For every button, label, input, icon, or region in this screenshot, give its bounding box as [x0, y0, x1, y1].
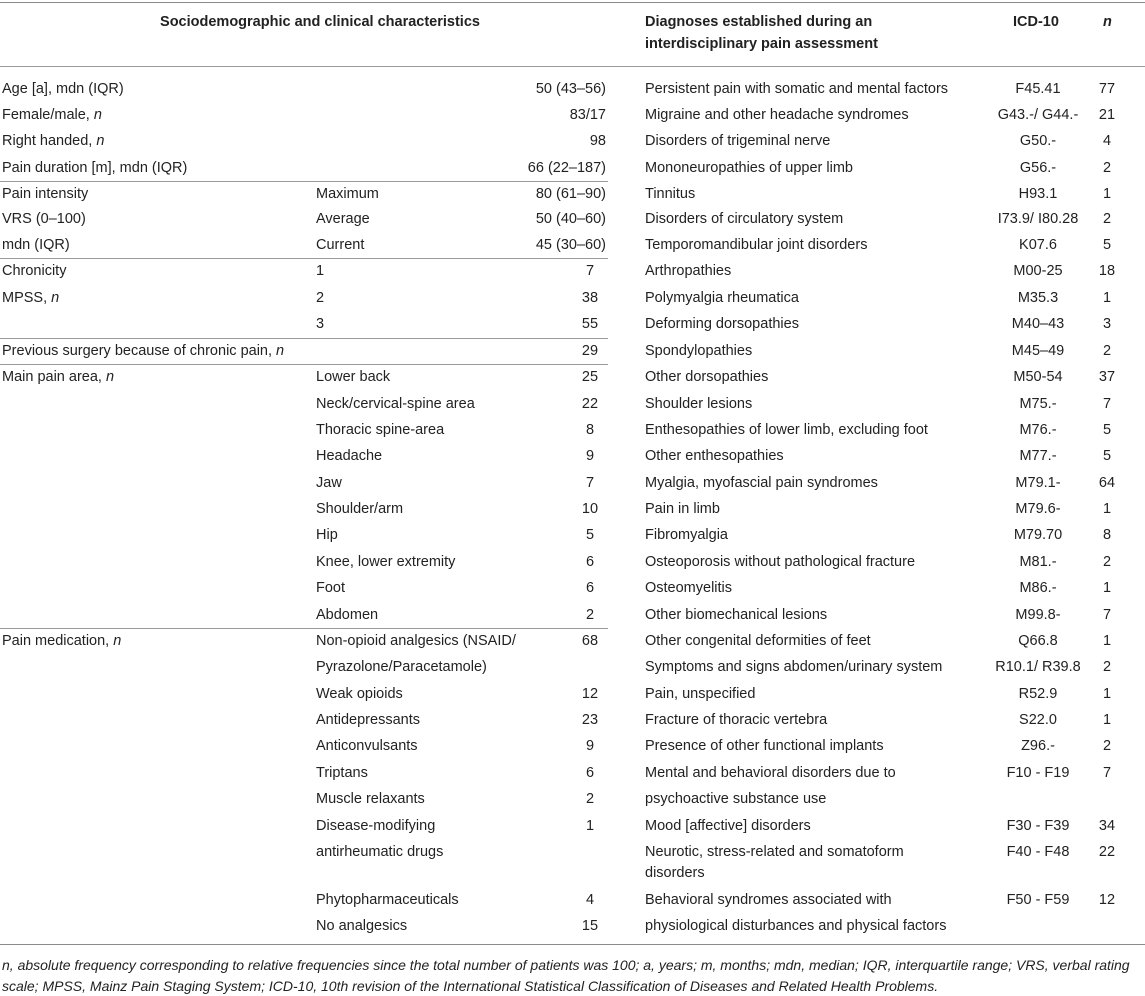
characteristic-label-text: mdn (IQR)	[2, 237, 70, 253]
diagnosis-name: Enthesopathies of lower limb, excluding foot	[645, 422, 928, 438]
diagnosis-icd-code: G43.-/ G44.-	[997, 107, 1079, 123]
diagnosis-count: 64	[1098, 475, 1116, 491]
diagnosis-icd-code: G50.-	[1019, 133, 1057, 149]
diagnosis-count: 7	[1102, 396, 1112, 412]
characteristic-value: 98	[589, 133, 606, 149]
characteristic-label-text: Previous surgery because of chronic pain,	[2, 343, 277, 359]
characteristic-value: 66 (22–187)	[527, 160, 606, 176]
characteristic-label-italic: n	[276, 343, 285, 359]
characteristic-value: 68	[581, 633, 599, 649]
characteristic-label-text: MPSS,	[2, 290, 52, 306]
characteristic-sublabel: No analgesics	[316, 918, 408, 934]
characteristic-value: 9	[585, 738, 595, 754]
characteristic-value: 2	[585, 607, 595, 623]
diagnosis-count: 5	[1102, 422, 1112, 438]
characteristic-sublabel: Muscle relaxants	[316, 791, 425, 807]
characteristic-value: 4	[585, 892, 595, 908]
diagnosis-icd-code: M79.1-	[1015, 475, 1061, 491]
section-separator	[0, 628, 608, 629]
diagnosis-name: Shoulder lesions	[645, 396, 753, 412]
characteristic-label	[2, 132, 104, 150]
characteristic-value: 2	[585, 791, 595, 807]
characteristic-value: 7	[585, 263, 595, 279]
characteristic-sublabel: Foot	[316, 580, 346, 596]
diagnosis-count: 7	[1102, 607, 1112, 623]
characteristic-value: 22	[581, 396, 599, 412]
diagnosis-icd-code: K07.6	[1019, 237, 1057, 253]
diagnosis-name: Temporomandibular joint disorders	[645, 237, 868, 253]
characteristic-label-italic: n	[105, 369, 115, 385]
diagnosis-count: 1	[1102, 633, 1112, 649]
characteristic-label	[2, 289, 59, 307]
diagnosis-name: Mental and behavioral disorders due to	[645, 765, 896, 781]
diagnosis-count: 5	[1102, 448, 1112, 464]
characteristic-value: 50 (40–60)	[535, 211, 606, 227]
diagnosis-icd-code: R52.9	[1018, 686, 1058, 702]
diagnosis-count: 34	[1098, 818, 1116, 834]
header-icd: ICD-10	[1013, 14, 1059, 30]
diagnosis-name: Behavioral syndromes associated with	[645, 892, 892, 908]
characteristic-value: 15	[581, 918, 599, 934]
characteristic-label	[2, 236, 70, 254]
characteristic-label-text: Female/male,	[2, 107, 94, 123]
diagnosis-icd-code: M81.-	[1019, 554, 1057, 570]
diagnosis-name: Deforming dorsopathies	[645, 316, 799, 332]
diagnosis-name: Other dorsopathies	[645, 369, 769, 385]
characteristic-value: 55	[581, 316, 599, 332]
section-separator	[0, 364, 608, 365]
diagnosis-icd-code: M86.-	[1019, 580, 1057, 596]
diagnosis-icd-code: F50 - F59	[1006, 892, 1070, 908]
characteristic-sublabel: 1	[316, 263, 325, 279]
table-top-rule	[0, 2, 1145, 3]
diagnosis-count: 5	[1102, 237, 1112, 253]
characteristic-label-text: Pain duration [m], mdn (IQR)	[2, 160, 188, 176]
diagnosis-icd-code: Z96.-	[1021, 738, 1055, 754]
diagnosis-name: Polymyalgia rheumatica	[645, 290, 799, 306]
header-n: n	[1103, 14, 1112, 30]
diagnosis-icd-code: R10.1/ R39.8	[995, 659, 1081, 675]
diagnosis-icd-code: M45–49	[1011, 343, 1065, 359]
characteristic-value: 1	[585, 818, 595, 834]
characteristic-value: 50 (43–56)	[535, 81, 606, 97]
characteristic-label	[2, 368, 114, 386]
diagnosis-name: Presence of other functional implants	[645, 738, 884, 754]
characteristic-sublabel: Average	[316, 211, 370, 227]
characteristic-sublabel: Triptans	[316, 765, 368, 781]
characteristic-sublabel: Hip	[316, 527, 338, 543]
diagnosis-count: 12	[1098, 892, 1116, 908]
diagnosis-icd-code: M79.6-	[1015, 501, 1061, 517]
characteristic-sublabel: antirheumatic drugs	[316, 844, 444, 860]
characteristic-value: 80 (61–90)	[535, 186, 606, 202]
characteristic-label-text: Age [a], mdn (IQR)	[2, 81, 124, 97]
diagnosis-count: 21	[1098, 107, 1116, 123]
diagnosis-icd-code: M99.8-	[1015, 607, 1061, 623]
diagnosis-icd-code: M35.3	[1017, 290, 1059, 306]
diagnosis-count: 8	[1102, 527, 1112, 543]
diagnosis-count: 77	[1098, 81, 1116, 97]
header-right-title-line1: Diagnoses established during an	[645, 14, 873, 30]
diagnosis-count: 1	[1102, 290, 1112, 306]
characteristic-label-text: VRS (0–100)	[2, 211, 86, 227]
diagnosis-count: 1	[1102, 686, 1112, 702]
diagnosis-count: 22	[1098, 844, 1116, 860]
diagnosis-icd-code: F10 - F19	[1006, 765, 1070, 781]
diagnosis-count: 1	[1102, 501, 1112, 517]
footnote-line-1: n, absolute frequency corresponding to relative frequencies since the total number of patients was 100; a, years; m, months; mdn, median; IQR, interquartile range; VRS, verbal rating	[2, 957, 1130, 973]
diagnosis-icd-code: M50-54	[1013, 369, 1063, 385]
diagnosis-name: Other enthesopathies	[645, 448, 784, 464]
characteristic-label	[2, 632, 121, 650]
diagnosis-name: Mononeuropathies of upper limb	[645, 160, 853, 176]
diagnosis-count: 3	[1102, 316, 1112, 332]
diagnosis-name: Persistent pain with somatic and mental factors	[645, 81, 949, 97]
characteristic-sublabel: Shoulder/arm	[316, 501, 404, 517]
diagnosis-name: Mood [affective] disorders	[645, 818, 811, 834]
characteristic-sublabel: Jaw	[316, 475, 342, 491]
table-bottom-rule	[0, 944, 1145, 945]
diagnosis-icd-code: Q66.8	[1018, 633, 1058, 649]
diagnosis-name: Disorders of circulatory system	[645, 211, 844, 227]
characteristic-label	[2, 210, 86, 228]
diagnosis-name: Pain, unspecified	[645, 686, 756, 702]
diagnosis-name: Myalgia, myofascial pain syndromes	[645, 475, 878, 491]
characteristic-sublabel: Disease-modifying	[316, 818, 436, 834]
diagnosis-name: Migraine and other headache syndromes	[645, 107, 909, 123]
diagnosis-icd-code: S22.0	[1019, 712, 1057, 728]
characteristic-value: 6	[585, 554, 595, 570]
characteristic-label-text: Chronicity	[2, 263, 67, 279]
characteristic-label-italic: n	[93, 107, 102, 123]
diagnosis-name: Pain in limb	[645, 501, 720, 517]
characteristic-label-text: Pain intensity	[2, 186, 89, 202]
diagnosis-name: Other biomechanical lesions	[645, 607, 828, 623]
characteristic-label	[2, 159, 187, 177]
diagnosis-name: Tinnitus	[645, 186, 696, 202]
diagnosis-count: 2	[1102, 554, 1112, 570]
diagnosis-icd-code: M77.-	[1019, 448, 1057, 464]
characteristic-label	[2, 262, 66, 280]
header-left-title: Sociodemographic and clinical characteristics	[160, 14, 480, 30]
characteristic-value: 38	[581, 290, 599, 306]
diagnosis-name: Symptoms and signs abdomen/urinary system	[645, 659, 943, 675]
section-separator	[0, 181, 608, 182]
characteristic-label-italic: n	[113, 633, 122, 649]
characteristic-sublabel: Weak opioids	[316, 686, 403, 702]
diagnosis-count: 1	[1102, 580, 1112, 596]
diagnosis-icd-code: I73.9/ I80.28	[997, 211, 1079, 227]
diagnosis-name: Fracture of thoracic vertebra	[645, 712, 828, 728]
characteristic-label-text: Pain medication,	[2, 633, 114, 649]
characteristic-sublabel: Headache	[316, 448, 383, 464]
characteristic-sublabel: Neck/cervical-spine area	[316, 396, 475, 412]
characteristic-sublabel: 3	[316, 316, 325, 332]
characteristic-value: 29	[581, 343, 599, 359]
characteristic-value: 12	[581, 686, 599, 702]
diagnosis-name: Neurotic, stress-related and somatoform	[645, 844, 904, 860]
diagnosis-name: Other congenital deformities of feet	[645, 633, 871, 649]
characteristic-value: 8	[585, 422, 595, 438]
characteristic-value: 7	[585, 475, 595, 491]
diagnosis-count: 2	[1102, 659, 1112, 675]
diagnosis-name: Osteoporosis without pathological fracture	[645, 554, 916, 570]
characteristic-value: 6	[585, 580, 595, 596]
diagnosis-name: Osteomyelitis	[645, 580, 733, 596]
characteristic-label-text: Right handed,	[2, 133, 97, 149]
characteristic-value: 45 (30–60)	[535, 237, 606, 253]
characteristic-sublabel: Thoracic spine-area	[316, 422, 445, 438]
diagnosis-name: Arthropathies	[645, 263, 732, 279]
diagnosis-name: disorders	[645, 865, 705, 881]
characteristic-sublabel: Lower back	[316, 369, 391, 385]
diagnosis-count: 1	[1102, 712, 1112, 728]
characteristic-value: 9	[585, 448, 595, 464]
header-bottom-rule	[0, 66, 1145, 67]
section-separator	[0, 258, 608, 259]
characteristic-sublabel: Abdomen	[316, 607, 379, 623]
header-right-title-line2: interdisciplinary pain assessment	[645, 36, 878, 52]
characteristic-value: 25	[581, 369, 599, 385]
characteristic-label	[2, 342, 284, 360]
section-separator	[0, 338, 608, 339]
characteristic-label-italic: n	[96, 133, 105, 149]
characteristic-sublabel: Knee, lower extremity	[316, 554, 456, 570]
characteristic-label-italic: n	[51, 290, 60, 306]
diagnosis-icd-code: M40–43	[1011, 316, 1065, 332]
characteristic-value: 6	[585, 765, 595, 781]
diagnosis-count: 2	[1102, 343, 1112, 359]
diagnosis-icd-code: F30 - F39	[1006, 818, 1070, 834]
diagnosis-name: psychoactive substance use	[645, 791, 827, 807]
diagnosis-icd-code: F45.41	[1015, 81, 1061, 97]
characteristic-value: 23	[581, 712, 599, 728]
characteristic-sublabel: Current	[316, 237, 365, 253]
characteristic-sublabel: Anticonvulsants	[316, 738, 418, 754]
characteristic-label	[2, 80, 124, 98]
characteristic-sublabel: Pyrazolone/Paracetamole)	[316, 659, 487, 675]
diagnosis-icd-code: H93.1	[1018, 186, 1058, 202]
characteristic-label	[2, 106, 102, 124]
diagnosis-icd-code: M76.-	[1019, 422, 1057, 438]
diagnosis-count: 2	[1102, 211, 1112, 227]
diagnosis-count: 18	[1098, 263, 1116, 279]
diagnosis-count: 2	[1102, 738, 1112, 754]
diagnosis-icd-code: M79.70	[1013, 527, 1063, 543]
diagnosis-count: 4	[1102, 133, 1112, 149]
characteristic-value: 10	[581, 501, 599, 517]
characteristic-value: 5	[585, 527, 595, 543]
diagnosis-count: 7	[1102, 765, 1112, 781]
diagnosis-name: Spondylopathies	[645, 343, 753, 359]
characteristic-label	[2, 185, 88, 203]
characteristic-sublabel: Antidepressants	[316, 712, 420, 728]
diagnosis-icd-code: M00-25	[1013, 263, 1063, 279]
characteristic-sublabel: Non-opioid analgesics (NSAID/	[316, 633, 516, 649]
diagnosis-icd-code: M75.-	[1019, 396, 1057, 412]
diagnosis-icd-code: F40 - F48	[1006, 844, 1070, 860]
diagnosis-count: 37	[1098, 369, 1116, 385]
diagnosis-name: Disorders of trigeminal nerve	[645, 133, 831, 149]
characteristic-sublabel: Maximum	[316, 186, 379, 202]
characteristic-label-text: Main pain area,	[2, 369, 106, 385]
diagnosis-count: 1	[1102, 186, 1112, 202]
diagnosis-name: physiological disturbances and physical factors	[645, 918, 947, 934]
diagnosis-name: Fibromyalgia	[645, 527, 728, 543]
diagnosis-icd-code: G56.-	[1019, 160, 1057, 176]
characteristic-sublabel: Phytopharmaceuticals	[316, 892, 459, 908]
diagnosis-count: 2	[1102, 160, 1112, 176]
characteristic-sublabel: 2	[316, 290, 325, 306]
characteristic-value: 83/17	[569, 107, 606, 123]
footnote-line-2: scale; MPSS, Mainz Pain Staging System; ICD-10, 10th revision of the International Statistical Classification of Diseases and Related Health Problems.	[2, 978, 939, 994]
